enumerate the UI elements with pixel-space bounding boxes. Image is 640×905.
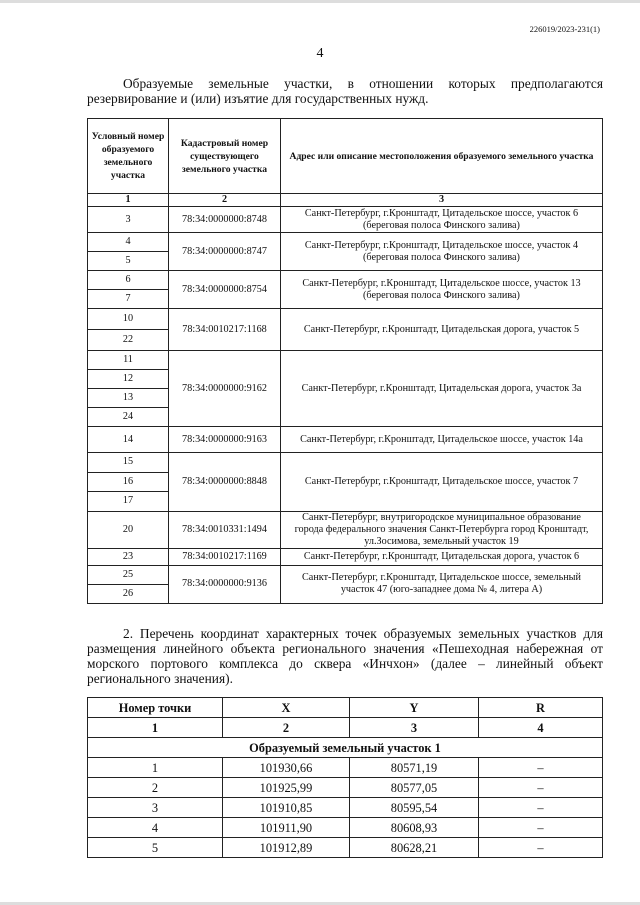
table-row — [88, 207, 603, 233]
plot-address: Санкт-Петербург, г.Кронштадт, Цитадельское шоссе, участок 13 (береговая полоса Финского залива) — [281, 271, 603, 309]
plot-number: 6 — [88, 271, 169, 290]
radius: – — [479, 778, 603, 798]
paragraph-coordinates-list: 2. Перечень координат характерных точек образуемых земельных участков для размещения линейного объекта регионального значения «Пешеходная набережная от морского портового комплекса до сквера «Инчхон» (далее – линейный объект регионального значения). — [87, 626, 603, 686]
table-row — [88, 233, 603, 252]
plot-address: Санкт-Петербург, г.Кронштадт, Цитадельская дорога, участок 6 — [281, 548, 603, 565]
plot-number: 25 — [88, 565, 169, 584]
column-number: 1 — [88, 718, 223, 738]
cadastral-number: 78:34:0000000:9136 — [169, 565, 281, 603]
cadastral-number: 78:34:0000000:8848 — [169, 453, 281, 512]
plot-number: 4 — [88, 233, 169, 252]
plot-address: Санкт-Петербург, г.Кронштадт, Цитадельская дорога, участок 5 — [281, 309, 603, 351]
x-coordinate: 101925,99 — [223, 778, 350, 798]
plot-address: Санкт-Петербург, внутригородское муниципальное образование города федерального значения Санкт-Петербурга город Кронштадт, ул.Зосимова, земельный участок 19 — [281, 511, 603, 548]
header-y: Y — [350, 698, 479, 718]
plot-address: Санкт-Петербург, г.Кронштадт, Цитадельское шоссе, земельный участок 47 (юго-западнее дома № 4, литера А) — [281, 565, 603, 603]
plot-address: Санкт-Петербург, г.Кронштадт, Цитадельское шоссе, участок 4 (береговая полоса Финского залива) — [281, 233, 603, 271]
plot-number: 20 — [88, 511, 169, 548]
plot-address: Санкт-Петербург, г.Кронштадт, Цитадельское шоссе, участок 14а — [281, 427, 603, 453]
plot-number: 7 — [88, 290, 169, 309]
table-row — [88, 271, 603, 290]
table-row — [88, 548, 603, 565]
radius: – — [479, 838, 603, 858]
plot-number: 17 — [88, 492, 169, 512]
y-coordinate: 80628,21 — [350, 838, 479, 858]
point-number: 5 — [88, 838, 223, 858]
header-r: R — [479, 698, 603, 718]
plot-number: 14 — [88, 427, 169, 453]
plot-number: 5 — [88, 252, 169, 271]
radius: – — [479, 798, 603, 818]
plot-number: 23 — [88, 548, 169, 565]
column-number: 1 — [88, 194, 169, 207]
land-plots-table — [87, 118, 603, 604]
table-row — [88, 427, 603, 453]
x-coordinate: 101910,85 — [223, 798, 350, 818]
page-number: 4 — [316, 46, 324, 61]
plot-number: 10 — [88, 309, 169, 330]
table-row — [88, 351, 603, 370]
paragraph-reserved-plots: Образуемые земельные участки, в отношении которых предполагаются резервирование и (или) изъятие для государственных нужд. — [87, 76, 603, 106]
cadastral-number: 78:34:0000000:8748 — [169, 207, 281, 233]
document-number: 226019/2023-231(1) — [529, 24, 600, 34]
table-row — [88, 818, 603, 838]
plot-number: 11 — [88, 351, 169, 370]
y-coordinate: 80571,19 — [350, 758, 479, 778]
plot-number: 26 — [88, 584, 169, 603]
cadastral-number: 78:34:0000000:9163 — [169, 427, 281, 453]
column-number: 3 — [281, 194, 603, 207]
header-address: Адрес или описание местоположения образуемого земельного участка — [281, 119, 603, 194]
column-number: 3 — [350, 718, 479, 738]
cadastral-number: 78:34:0010331:1494 — [169, 511, 281, 548]
x-coordinate: 101911,90 — [223, 818, 350, 838]
plot-number: 15 — [88, 453, 169, 473]
cadastral-number: 78:34:0000000:9162 — [169, 351, 281, 427]
y-coordinate: 80608,93 — [350, 818, 479, 838]
radius: – — [479, 758, 603, 778]
table-row — [88, 798, 603, 818]
column-number: 2 — [169, 194, 281, 207]
plot-number: 16 — [88, 472, 169, 492]
table-row — [88, 838, 603, 858]
point-number: 2 — [88, 778, 223, 798]
plot-number: 12 — [88, 370, 169, 389]
column-number: 2 — [223, 718, 350, 738]
plot-address: Санкт-Петербург, г.Кронштадт, Цитадельская дорога, участок 3а — [281, 351, 603, 427]
plot-number: 22 — [88, 330, 169, 351]
header-plot-number: Условный номер образуемого земельного участка — [88, 119, 169, 194]
plot-number: 13 — [88, 389, 169, 408]
point-number: 3 — [88, 798, 223, 818]
cadastral-number: 78:34:0000000:8747 — [169, 233, 281, 271]
scan-top-edge — [0, 0, 640, 3]
plot-address: Санкт-Петербург, г.Кронштадт, Цитадельское шоссе, участок 6 (береговая полоса Финского залива) — [281, 207, 603, 233]
header-point-number: Номер точки — [88, 698, 223, 718]
point-number: 1 — [88, 758, 223, 778]
coordinates-table — [87, 697, 603, 858]
radius: – — [479, 818, 603, 838]
section-title: Образуемый земельный участок 1 — [88, 738, 603, 758]
x-coordinate: 101930,66 — [223, 758, 350, 778]
header-cadastral-number: Кадастровый номер существующего земельного участка — [169, 119, 281, 194]
table-row — [88, 778, 603, 798]
cadastral-number: 78:34:0000000:8754 — [169, 271, 281, 309]
x-coordinate: 101912,89 — [223, 838, 350, 858]
table-row — [88, 565, 603, 584]
header-x: X — [223, 698, 350, 718]
table-row — [88, 758, 603, 778]
table-row — [88, 309, 603, 330]
column-number: 4 — [479, 718, 603, 738]
table-row — [88, 511, 603, 548]
plot-address: Санкт-Петербург, г.Кронштадт, Цитадельское шоссе, участок 7 — [281, 453, 603, 512]
point-number: 4 — [88, 818, 223, 838]
plot-number: 3 — [88, 207, 169, 233]
cadastral-number: 78:34:0010217:1168 — [169, 309, 281, 351]
plot-number: 24 — [88, 408, 169, 427]
y-coordinate: 80577,05 — [350, 778, 479, 798]
y-coordinate: 80595,54 — [350, 798, 479, 818]
table-row — [88, 453, 603, 473]
cadastral-number: 78:34:0010217:1169 — [169, 548, 281, 565]
